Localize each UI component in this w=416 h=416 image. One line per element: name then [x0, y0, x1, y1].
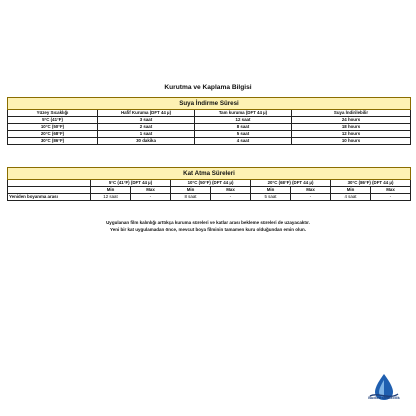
- column-header: Tam kuruma (DFT 44 µ): [195, 110, 292, 117]
- overcoat-table-heading: Kat Atma Süreleri: [8, 168, 411, 180]
- value-cell: 2 saat: [98, 124, 195, 131]
- value-cell: 12 saat: [195, 117, 292, 124]
- value-cell: 30 dakika: [98, 138, 195, 145]
- table-row: [8, 117, 411, 124]
- empty-corner-cell: [8, 180, 91, 187]
- max-header: Max: [291, 187, 331, 194]
- empty-corner-cell: [8, 187, 91, 194]
- max-header: Max: [131, 187, 171, 194]
- temperature-header: 20°C (68°F) (DFT 44 µ): [251, 180, 331, 187]
- overcoat-interval-table: [7, 167, 411, 201]
- drying-time-table: [7, 97, 411, 145]
- value-cell: 4 saat: [331, 194, 371, 201]
- temperature-cell: 30°C (86°F): [8, 138, 98, 145]
- table-row: [8, 124, 411, 131]
- temperature-header: 30°C (86°F) (DFT 44 µ): [331, 180, 411, 187]
- value-cell: 24 hours: [292, 117, 411, 124]
- row-label: Yeniden boyanma arası: [8, 194, 91, 201]
- company-logo: [364, 372, 404, 406]
- temperature-cell: 10°C (50°F): [8, 124, 98, 131]
- value-cell: 3 saat: [98, 117, 195, 124]
- max-header: Max: [211, 187, 251, 194]
- drying-table-heading: Suya İndirme Süresi: [8, 98, 411, 110]
- column-header: Suya İndirilebilir: [292, 110, 411, 117]
- max-header: Max: [371, 187, 411, 194]
- value-cell: 8 saat: [171, 194, 211, 201]
- value-cell: 18 hours: [292, 124, 411, 131]
- value-cell: 12 saat: [91, 194, 131, 201]
- note-line: Uygulanan film kalınlığı arttıkça kuruma süreleri ve katlar arası bekleme süreleri de uzayacaktır.: [106, 220, 310, 225]
- page-title: Kurutma ve Kaplama Bilgisi: [164, 84, 252, 91]
- value-cell: 5 saat: [251, 194, 291, 201]
- value-cell: -: [211, 194, 251, 201]
- column-header: Yüzey Sıcaklığı: [8, 110, 98, 117]
- column-header: Hafif Kuruma (DFT 44 µ): [98, 110, 195, 117]
- temperature-cell: 5°C (41°F): [8, 117, 98, 124]
- value-cell: -: [131, 194, 171, 201]
- min-header: Min: [91, 187, 131, 194]
- note-line: Yeni bir kat uygulamadan önce, mevcut boya filminin tamamen kuru olduğundan emin olun.: [109, 227, 307, 232]
- min-header: Min: [331, 187, 371, 194]
- temperature-header: 10°C (50°F) (DFT 44 µ): [171, 180, 251, 187]
- temperature-header: 5°C (41°F) (DFT 44 µ): [91, 180, 171, 187]
- min-header: Min: [251, 187, 291, 194]
- table-row: [8, 194, 411, 201]
- value-cell: -: [291, 194, 331, 201]
- value-cell: 5 saat: [195, 131, 292, 138]
- value-cell: -: [371, 194, 411, 201]
- temperature-cell: 20°C (68°F): [8, 131, 98, 138]
- table-row: [8, 131, 411, 138]
- value-cell: 4 saat: [195, 138, 292, 145]
- value-cell: 1 saat: [98, 131, 195, 138]
- value-cell: 8 saat: [195, 124, 292, 131]
- min-header: Min: [171, 187, 211, 194]
- table-row: [8, 138, 411, 145]
- logo-text: Budien Denizcilik: [368, 396, 400, 400]
- value-cell: 12 hours: [292, 131, 411, 138]
- value-cell: 10 hours: [292, 138, 411, 145]
